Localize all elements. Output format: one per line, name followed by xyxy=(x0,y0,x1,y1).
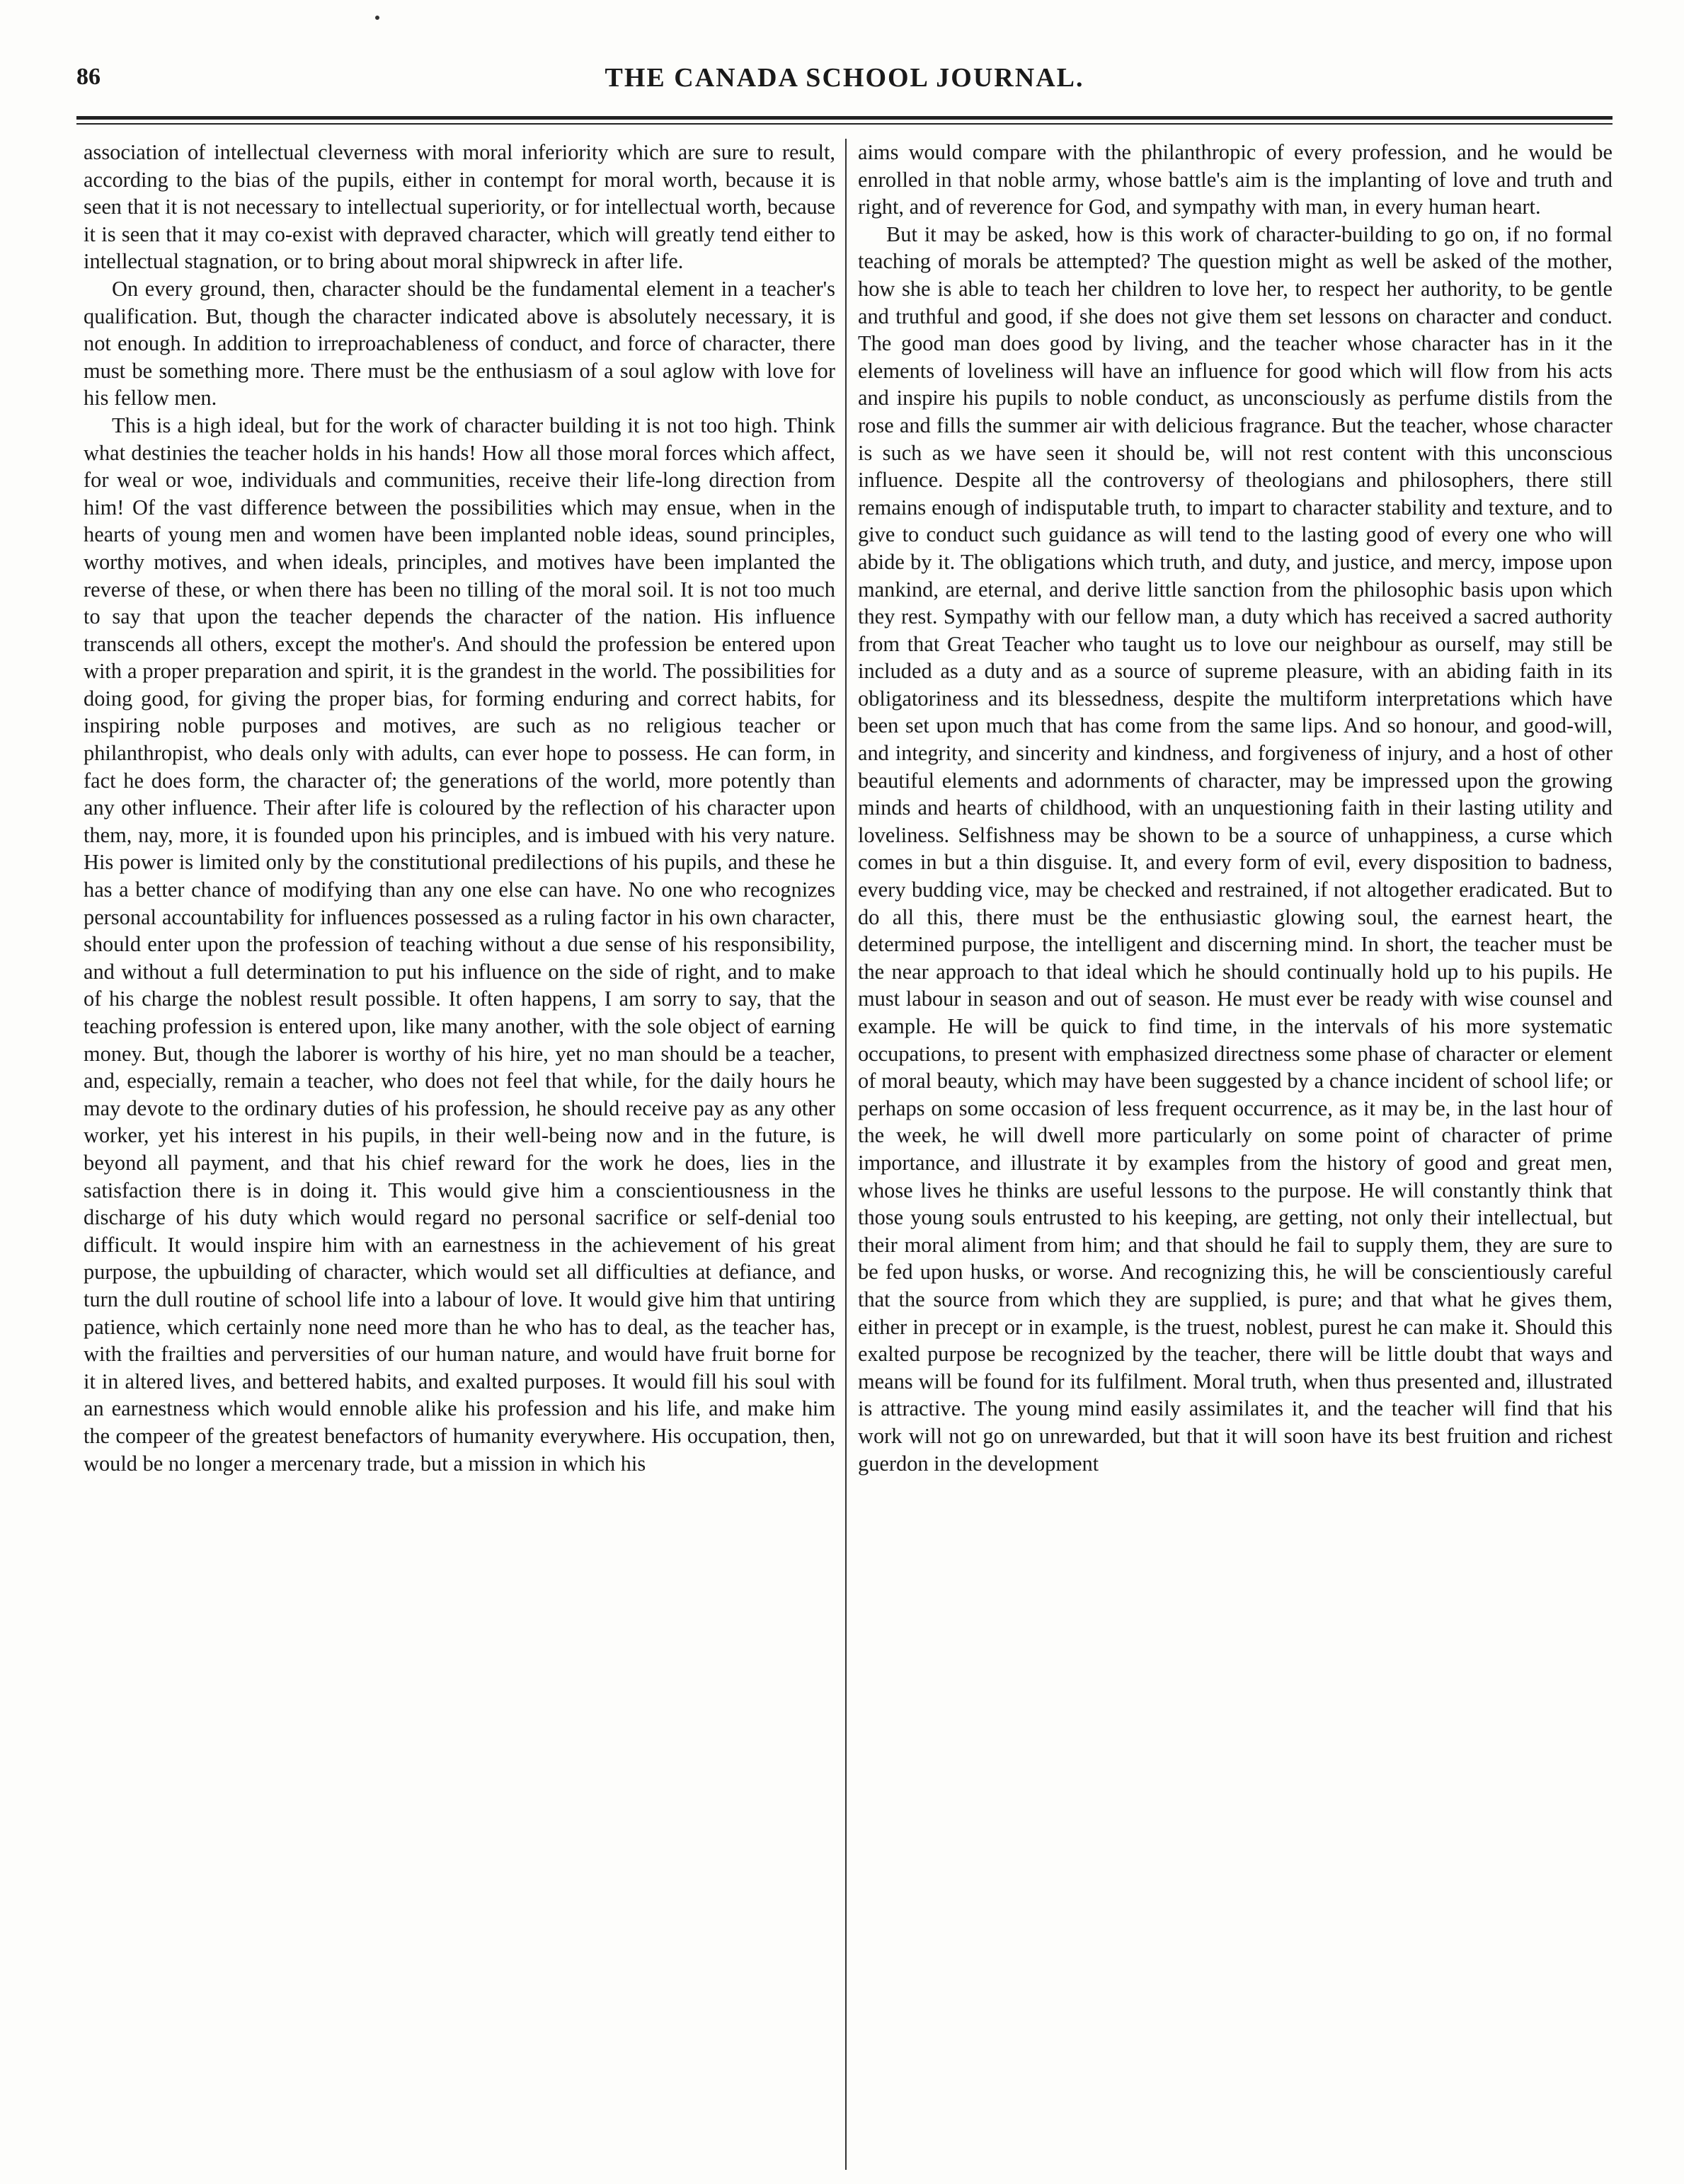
left-paragraph-3: This is a high ideal, but for the work of character building it is not too high. Think what destinies the teacher holds in his hands! How all those moral forces which affect, for weal or woe, individuals and communities, receive their life-long direction from him! Of the vast difference between the possibilities which may ensue, when in the hearts of young men and women have been implanted noble ideas, sound principles, worthy motives, and when ideals, principles, and motives have been implanted the reverse of these, or when there has been no tilling of the moral soil. It is not too much to say that upon the teacher depends the character of the nation. His influence transcends all others, except the mother's. And should the profession be entered upon with a proper preparation and spirit, it is the grandest in the world. The possibilities for doing good, for giving the proper bias, for forming enduring and correct habits, for inspiring noble purposes and motives, are such as no religious teacher or philanthropist, who deals only with adults, can ever hope to possess. He can form, in fact he does form, the character of; the generations of the world, more potently than any other influence. Their after life is coloured by the reflection of his character upon them, nay, more, it is founded upon his principles, and is imbued with his very nature. His power is limited only by the constitutional predilections of his pupils, and these he has a better chance of modifying than any one else can have. No one who recognizes personal accountability for influences possessed as a ruling factor in his own character, should enter upon the profession of teaching without a due sense of his responsibility, and without a full determination to put his influence on the side of right, and to make of his charge the noblest result possible. It often happens, I am sorry to say, that the teaching profession is entered upon, like many another, with the sole object of earning money. But, though the laborer is worthy of his hire, yet no man should be a teacher, and, especially, remain a teacher, who does not feel that while, for the daily hours he may devote to the ordinary duties of his profession, he should receive pay as any other worker, yet his interest in his pupils, in their well-being now and in the future, is beyond all payment, and that his chief reward for the work he does, lies in the satisfaction there is in doing it. This would give him a conscientiousness in the discharge of his duty which would regard no personal sacrifice or self-denial too difficult. It would inspire him with an earnestness in the achievement of his great purpose, the upbuilding of character, which would set all difficulties at defiance, and turn the dull routine of school life into a labour of love. It would give him that untiring patience, which certainly none need more than he who has to deal, as the teacher has, with the frailties and perversities of our human nature, and would have fruit borne for it in altered lives, and bettered habits, and exalted purposes. It would fill his soul with an earnestness which would ennoble alike his profession and his life, and make him the compeer of the greatest benefactors of humanity everywhere. His occupation, then, would be no longer a mercenary trade, but a mission in which his xyxy=(84,413,835,1476)
left-paragraph-2: On every ground, then, character should be the fundamental element in a teacher's qualification. But, though the character indicated above is absolutely necessary, it is not enough. In addition to irreproachableness of conduct, and force of character, there must be something more. There must be the enthusiasm of a soul aglow with love for his fellow men. xyxy=(84,276,835,410)
right-paragraph-2: But it may be asked, how is this work of character-building to go on, if no formal teaching of morals be attempted? The question might as well be asked of the mother, how she is able to teach her children to love her, to respect her authority, to be gentle and truthful and good, if she does not give them set lessons on character and conduct. The good man does good by living, and the teacher whose character has in it the elements of loveliness will have an influence for good which will flow from his acts and inspire his pupils to noble conduct, as unconsciously as perfume distils from the rose and fills the summer air with delicious fragrance. But the teacher, whose character is such as we have seen it should be, will not rest content with this unconscious influence. Despite all the controversy of theologians and philosophers, there still remains enough of indisputable truth, to impart to character stability and texture, and to give to conduct such guidance as will tend to the lasting good of every one who will abide by it. The obligations which truth, and duty, and justice, and mercy, impose upon mankind, are eternal, and derive little sanction from the philosophic basis upon which they rest. Sympathy with our fellow man, a duty which has received a sacred authority from that Great Teacher who taught us to love our neighbour as ourself, may still be included as a duty and as a source of supreme pleasure, with an abiding faith in its obligatoriness and its blessedness, despite the multiform interpretations which have been set upon much that has come from the same lips. And so honour, and good-will, and integrity, and sincerity and kindness, and forgiveness of injury, and a host of other beautiful elements and adornments of character, may be impressed upon the growing minds and hearts of childhood, with an unquestioning faith in their lasting utility and loveliness. Selfishness may be shown to be a source of unhappiness, a curse which comes in but a thin disguise. It, and every form of evil, every disposition to badness, every budding vice, may be checked and restrained, if not altogether eradicated. But to do all this, there must be the enthusiastic glowing soul, the earnest heart, the determined purpose, the intelligent and discerning mind. In short, the teacher must be the near approach to that ideal which he should continually hold up to his pupils. He must labour in season and out of season. He must ever be ready with wise counsel and example. He will be quick to find time, in the intervals of his more systematic occupations, to present with emphasized directness some phase of character or element of moral beauty, which may have been suggested by a chance incident of school life; or perhaps on some occasion of less frequent occurrence, as it may be, in the last hour of the week, he will dwell more particularly on some point of character of prime importance, and illustrate it by examples from the history of good and great men, whose lives he thinks are useful lessons to the purpose. He will constantly think that those young souls entrusted to his keeping, are getting, not only their intellectual, but their moral aliment from him; and that should he fail to supply them, they are sure to be fed upon husks, or worse. And recognizing this, he will be conscientiously careful that the source from which they are supplied, is pure; and that what he gives them, either in precept or in example, is the truest, noblest, purest he can make it. Should this exalted purpose be recognized by the teacher, there will be little doubt that ways and means will be found for its fulfilment. Moral truth, when thus presented and, illustrated is attractive. The young mind easily assimilates it, and the teacher will find that his work will not go on unrewarded, but that it will soon have its best fruition and richest guerdon in the development xyxy=(858,222,1613,1476)
page-number: 86 xyxy=(76,64,101,90)
print-speck xyxy=(375,16,379,20)
right-column xyxy=(858,139,1613,2153)
left-paragraph-1: association of intellectual cleverness with moral inferiority which are sure to result, according to the bias of the pupils, either in contempt for moral worth, because it is seen that it is not necessary to intellectual superiority, or for intellectual worth, because it is seen that it may co-exist with depraved character, which will greatly tend either to intellectual stagnation, or to bring about moral shipwreck in after life. xyxy=(84,140,835,274)
header-rule-thin xyxy=(76,123,1613,125)
page-header xyxy=(76,59,1613,102)
right-paragraph-1: aims would compare with the philanthropic of every profession, and he would be enrolled in that noble army, whose battle's aim is the implanting of love and truth and right, and of reverence for God, and sympathy with man, in every human heart. xyxy=(858,140,1613,219)
left-column xyxy=(84,139,835,2153)
journal-title: THE CANADA SCHOOL JOURNAL. xyxy=(605,63,1084,93)
header-rule-thick xyxy=(76,116,1613,120)
column-divider xyxy=(845,139,847,2170)
